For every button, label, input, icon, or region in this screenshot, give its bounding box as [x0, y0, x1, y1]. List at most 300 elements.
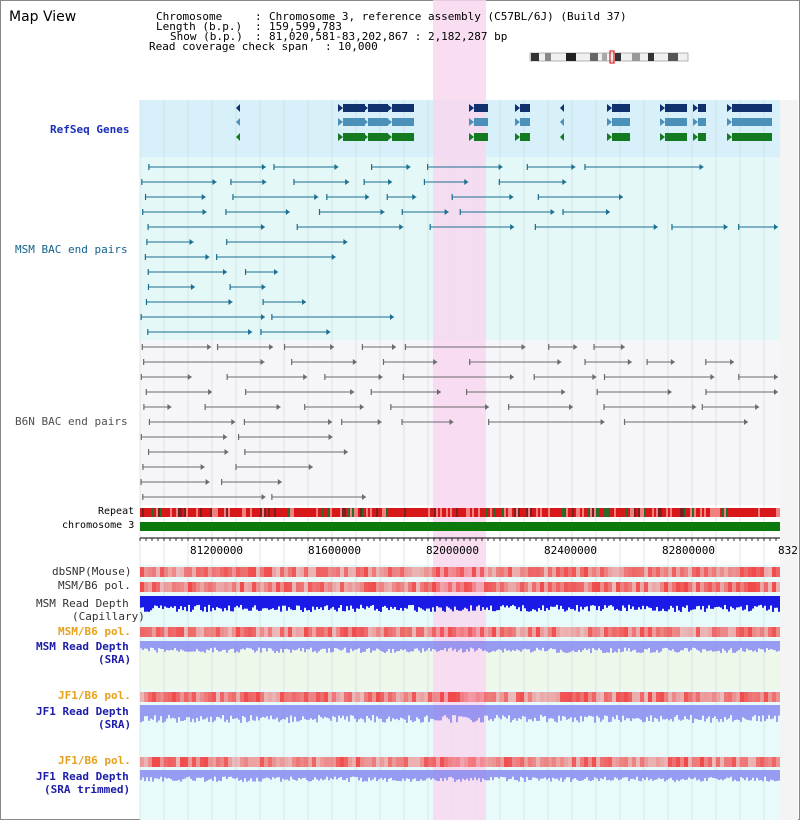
- depth-bar: [690, 705, 692, 715]
- depth-bar: [434, 596, 436, 612]
- track-label-msm-b6-pol-sra[interactable]: MSM/B6 pol.: [58, 625, 131, 638]
- track-label-jf1-depth-trimmed[interactable]: JF1 Read Depth: [36, 770, 129, 783]
- depth-bar: [378, 705, 380, 719]
- repeat-segment: [238, 508, 240, 517]
- gene-feature: [698, 104, 706, 112]
- depth-bar: [684, 705, 686, 716]
- depth-bar: [302, 641, 304, 648]
- depth-bar: [226, 641, 228, 653]
- axis-tick-label: 82000000: [426, 544, 479, 557]
- pol-cell: [624, 692, 628, 702]
- depth-bar: [656, 641, 658, 650]
- track-label-refseq[interactable]: RefSeq Genes: [50, 123, 130, 136]
- depth-bar: [600, 596, 602, 611]
- depth-bar: [166, 705, 168, 719]
- pol-cell: [368, 757, 372, 767]
- chromosome-sep: :: [255, 10, 262, 23]
- pol-cell: [388, 692, 392, 702]
- depth-bar: [414, 770, 416, 778]
- pol-cell: [504, 567, 508, 577]
- pol-cell: [612, 627, 616, 637]
- gene-feature: [343, 104, 365, 112]
- pol-cell: [764, 627, 768, 637]
- depth-bar: [572, 770, 574, 779]
- depth-bar: [264, 705, 266, 718]
- repeat-segment: [630, 508, 632, 517]
- depth-bar: [314, 641, 316, 651]
- depth-bar: [362, 596, 364, 608]
- depth-bar: [344, 641, 346, 648]
- depth-bar: [496, 596, 498, 610]
- depth-bar: [366, 641, 368, 649]
- repeat-segment: [478, 508, 480, 517]
- pol-cell: [312, 567, 316, 577]
- pol-cell: [592, 627, 596, 637]
- repeat-segment: [582, 508, 584, 517]
- pol-cell: [280, 692, 284, 702]
- pol-cell: [324, 627, 328, 637]
- depth-bar: [584, 596, 586, 607]
- depth-bar: [556, 596, 558, 605]
- pol-cell: [420, 692, 424, 702]
- depth-bar: [284, 770, 286, 780]
- depth-bar: [758, 770, 760, 780]
- depth-bar: [714, 641, 716, 651]
- depth-bar: [520, 705, 522, 719]
- depth-bar: [198, 705, 200, 721]
- track-label-jf1-b6-pol[interactable]: JF1/B6 pol.: [58, 689, 131, 702]
- depth-bar: [694, 705, 696, 719]
- depth-bar: [462, 705, 464, 717]
- repeat-segment: [142, 508, 144, 517]
- pol-cell: [352, 627, 356, 637]
- depth-bar: [538, 770, 540, 780]
- pol-cell: [384, 627, 388, 637]
- repeat-segment: [612, 508, 614, 517]
- repeat-segment: [214, 508, 216, 517]
- gene-feature: [474, 133, 488, 141]
- depth-bar: [196, 705, 198, 718]
- depth-bar: [638, 705, 640, 719]
- depth-bar: [360, 641, 362, 653]
- depth-bar: [666, 596, 668, 611]
- depth-bar: [738, 641, 740, 650]
- depth-bar: [464, 770, 466, 780]
- pol-cell: [520, 627, 524, 637]
- pol-cell: [400, 757, 404, 767]
- pol-cell: [204, 567, 208, 577]
- pol-cell: [492, 567, 496, 577]
- chromosome-ideogram: [530, 51, 688, 63]
- gene-feature: [732, 104, 772, 112]
- repeat-segment: [302, 508, 304, 517]
- depth-bar: [538, 596, 540, 608]
- depth-bar: [554, 641, 556, 649]
- depth-bar: [498, 596, 500, 610]
- pol-cell: [728, 567, 732, 577]
- pol-cell: [512, 627, 516, 637]
- repeat-segment: [396, 508, 398, 517]
- depth-bar: [346, 641, 348, 653]
- depth-bar: [556, 705, 558, 722]
- depth-bar: [286, 705, 288, 717]
- pol-cell: [164, 567, 168, 577]
- depth-bar: [626, 641, 628, 651]
- depth-bar: [494, 596, 496, 611]
- depth-bar: [322, 770, 324, 780]
- pol-cell: [480, 582, 484, 592]
- depth-bar: [698, 770, 700, 779]
- pol-cell: [248, 627, 252, 637]
- track-label-dbsnp[interactable]: dbSNP(Mouse): [52, 565, 132, 578]
- depth-bar: [168, 770, 170, 778]
- pol-cell: [288, 757, 292, 767]
- pol-cell: [452, 567, 456, 577]
- depth-bar: [508, 596, 510, 608]
- depth-bar: [168, 641, 170, 650]
- pol-cell: [580, 582, 584, 592]
- depth-bar: [352, 596, 354, 609]
- depth-bar: [204, 596, 206, 607]
- pol-cell: [488, 757, 492, 767]
- repeat-segment: [684, 508, 686, 517]
- repeat-segment: [636, 508, 638, 517]
- depth-bar: [474, 641, 476, 652]
- depth-bar: [528, 705, 530, 719]
- pol-cell: [724, 627, 728, 637]
- depth-bar: [572, 705, 574, 722]
- repeat-segment: [432, 508, 434, 517]
- pol-cell: [564, 567, 568, 577]
- repeat-segment: [648, 508, 650, 517]
- depth-bar: [768, 641, 770, 650]
- pol-cell: [400, 692, 404, 702]
- depth-bar: [232, 770, 234, 778]
- pol-cell: [364, 582, 368, 592]
- pol-cell: [384, 582, 388, 592]
- depth-bar: [646, 641, 648, 649]
- track-label-jf1-depth-sra[interactable]: JF1 Read Depth: [36, 705, 129, 718]
- repeat-segment: [380, 508, 382, 517]
- depth-bar: [408, 705, 410, 715]
- depth-bar: [618, 641, 620, 649]
- depth-bar: [346, 596, 348, 606]
- repeat-segment: [532, 508, 534, 517]
- pol-cell: [588, 567, 592, 577]
- repeat-segment: [264, 508, 266, 517]
- repeat-segment: [498, 508, 500, 517]
- depth-bar: [746, 705, 748, 720]
- pol-cell: [552, 567, 556, 577]
- depth-bar: [506, 705, 508, 719]
- depth-bar: [218, 596, 220, 608]
- pol-cell: [548, 757, 552, 767]
- repeat-segment: [666, 508, 668, 517]
- depth-bar: [484, 705, 486, 716]
- pol-cell: [724, 582, 728, 592]
- repeat-segment: [384, 508, 386, 517]
- depth-bar: [770, 705, 772, 719]
- pol-cell: [524, 627, 528, 637]
- repeat-segment: [348, 508, 350, 517]
- repeat-segment: [596, 508, 598, 517]
- depth-bar: [382, 641, 384, 652]
- depth-bar: [486, 705, 488, 716]
- repeat-segment: [412, 508, 414, 517]
- repeat-segment: [304, 508, 306, 517]
- repeat-segment: [334, 508, 336, 517]
- repeat-segment: [686, 508, 688, 517]
- depth-bar: [694, 770, 696, 778]
- pol-cell: [676, 582, 680, 592]
- depth-bar: [382, 770, 384, 780]
- depth-bar: [366, 596, 368, 606]
- depth-bar: [658, 770, 660, 778]
- depth-bar: [684, 770, 686, 780]
- depth-bar: [162, 705, 164, 723]
- repeat-segment: [616, 508, 618, 517]
- repeat-segment: [158, 508, 160, 517]
- depth-bar: [730, 596, 732, 607]
- pol-cell: [432, 692, 436, 702]
- pol-cell: [516, 567, 520, 577]
- pol-cell: [584, 692, 588, 702]
- pol-cell: [596, 582, 600, 592]
- repeat-segment: [428, 508, 430, 517]
- pol-cell: [720, 582, 724, 592]
- pol-cell: [192, 692, 196, 702]
- gene-feature: [520, 118, 530, 126]
- pol-cell: [588, 582, 592, 592]
- repeat-segment: [300, 508, 302, 517]
- depth-bar: [192, 641, 194, 652]
- depth-bar: [766, 705, 768, 719]
- pol-cell: [744, 567, 748, 577]
- repeat-segment: [536, 508, 538, 517]
- depth-bar: [610, 705, 612, 722]
- pol-cell: [228, 627, 232, 637]
- depth-bar: [466, 596, 468, 609]
- depth-bar: [292, 596, 294, 610]
- repeat-segment: [550, 508, 552, 517]
- pol-cell: [524, 567, 528, 577]
- depth-bar: [650, 770, 652, 779]
- depth-bar: [564, 705, 566, 717]
- repeat-segment: [466, 508, 468, 517]
- depth-bar: [578, 770, 580, 781]
- repeat-segment: [748, 508, 750, 517]
- depth-bar: [564, 596, 566, 612]
- repeat-segment: [444, 508, 446, 517]
- pol-cell: [568, 582, 572, 592]
- depth-bar: [190, 705, 192, 722]
- depth-bar: [188, 596, 190, 605]
- track-label-msm-bac[interactable]: MSM BAC end pairs: [15, 243, 128, 256]
- depth-bar: [598, 596, 600, 606]
- pol-cell: [144, 627, 148, 637]
- depth-bar: [232, 641, 234, 649]
- depth-bar: [534, 705, 536, 718]
- pol-cell: [244, 692, 248, 702]
- length-key: Length (b.p.): [156, 20, 243, 33]
- repeat-segment: [718, 508, 720, 517]
- pol-cell: [552, 627, 556, 637]
- pol-cell: [468, 757, 472, 767]
- pol-cell: [416, 567, 420, 577]
- depth-bar: [602, 705, 604, 719]
- track-label-chromosome[interactable]: chromosome 3: [62, 520, 135, 531]
- depth-bar: [254, 641, 256, 652]
- pol-cell: [528, 567, 532, 577]
- repeat-segment: [228, 508, 230, 517]
- depth-bar: [656, 705, 658, 719]
- pol-cell: [412, 757, 416, 767]
- depth-bar: [328, 770, 330, 780]
- depth-bar: [738, 596, 740, 607]
- depth-bar: [604, 770, 606, 777]
- depth-bar: [238, 641, 240, 652]
- depth-bar: [508, 641, 510, 650]
- depth-bar: [636, 705, 638, 718]
- depth-bar: [304, 705, 306, 719]
- depth-bar: [414, 705, 416, 721]
- depth-bar: [460, 705, 462, 716]
- depth-bar: [252, 770, 254, 781]
- pol-cell: [460, 692, 464, 702]
- depth-bar: [702, 641, 704, 649]
- repeat-segment: [150, 508, 152, 517]
- depth-bar: [300, 641, 302, 651]
- depth-bar: [180, 641, 182, 649]
- depth-bar: [526, 705, 528, 722]
- pol-cell: [636, 692, 640, 702]
- pol-cell: [684, 692, 688, 702]
- repeat-segment: [426, 508, 428, 517]
- pol-cell: [384, 757, 388, 767]
- pol-cell: [268, 692, 272, 702]
- depth-bar: [476, 770, 478, 780]
- pol-cell: [660, 627, 664, 637]
- depth-bar: [218, 770, 220, 781]
- repeat-segment: [738, 508, 740, 517]
- pol-cell: [144, 567, 148, 577]
- repeat-segment: [632, 508, 634, 517]
- pol-cell: [564, 757, 568, 767]
- repeat-segment: [438, 508, 440, 517]
- depth-bar: [542, 641, 544, 648]
- depth-bar: [380, 596, 382, 612]
- depth-bar: [580, 770, 582, 781]
- pol-cell: [748, 567, 752, 577]
- track-label-jf1-b6-pol-trimmed[interactable]: JF1/B6 pol.: [58, 754, 131, 767]
- depth-bar: [322, 641, 324, 649]
- track-label-b6n-bac[interactable]: B6N BAC end pairs: [15, 415, 128, 428]
- pol-cell: [348, 692, 352, 702]
- repeat-segment: [580, 508, 582, 517]
- pol-cell: [432, 567, 436, 577]
- depth-bar: [324, 596, 326, 606]
- repeat-segment: [160, 508, 162, 517]
- pol-cell: [768, 567, 772, 577]
- pol-cell: [748, 627, 752, 637]
- pol-cell: [424, 567, 428, 577]
- pol-cell: [608, 757, 612, 767]
- depth-bar: [348, 641, 350, 653]
- pol-cell: [356, 692, 360, 702]
- depth-bar: [480, 641, 482, 649]
- depth-bar: [356, 705, 358, 722]
- depth-bar: [258, 770, 260, 781]
- pol-cell: [736, 627, 740, 637]
- depth-bar: [162, 641, 164, 649]
- pol-cell: [420, 567, 424, 577]
- repeat-segment: [724, 508, 726, 517]
- repeat-segment: [324, 508, 326, 517]
- pol-cell: [452, 692, 456, 702]
- depth-bar: [576, 770, 578, 780]
- depth-bar: [720, 641, 722, 653]
- depth-bar: [504, 596, 506, 607]
- pol-cell: [352, 582, 356, 592]
- depth-bar: [634, 770, 636, 780]
- depth-bar: [302, 705, 304, 716]
- depth-bar: [152, 596, 154, 608]
- depth-bar: [352, 705, 354, 716]
- repeat-segment: [734, 508, 736, 517]
- pol-cell: [464, 582, 468, 592]
- depth-bar: [234, 596, 236, 607]
- depth-bar: [198, 770, 200, 778]
- pol-cell: [756, 757, 760, 767]
- track-label-msm-depth-sra[interactable]: MSM Read Depth: [36, 640, 129, 653]
- ideogram-band: [648, 53, 654, 61]
- track-label-msm-depth-capillary[interactable]: MSM Read Depth: [36, 597, 129, 610]
- pol-cell: [680, 627, 684, 637]
- depth-bar: [424, 705, 426, 717]
- depth-bar: [368, 641, 370, 648]
- pol-cell: [536, 692, 540, 702]
- repeat-segment: [610, 508, 612, 517]
- depth-bar: [408, 596, 410, 605]
- depth-bar: [600, 641, 602, 650]
- depth-bar: [776, 596, 778, 608]
- pol-cell: [764, 567, 768, 577]
- repeat-segment: [434, 508, 436, 517]
- track-label-msm-b6-pol[interactable]: MSM/B6 pol.: [58, 579, 131, 592]
- pol-cell: [236, 757, 240, 767]
- pol-cell: [288, 582, 292, 592]
- pol-cell: [568, 692, 572, 702]
- pol-cell: [584, 567, 588, 577]
- depth-bar: [280, 641, 282, 649]
- depth-bar: [148, 641, 150, 651]
- ideogram-band: [545, 53, 551, 61]
- pol-cell: [676, 757, 680, 767]
- pol-cell: [200, 627, 204, 637]
- repeat-segment: [770, 508, 772, 517]
- depth-bar: [268, 641, 270, 648]
- depth-bar: [340, 596, 342, 605]
- pol-cell: [596, 567, 600, 577]
- depth-bar: [320, 705, 322, 717]
- depth-bar: [724, 641, 726, 651]
- depth-bar: [588, 596, 590, 611]
- depth-bar: [634, 641, 636, 650]
- track-label-repeat[interactable]: Repeat: [98, 506, 135, 517]
- pol-cell: [468, 692, 472, 702]
- pol-cell: [640, 757, 644, 767]
- pol-cell: [516, 582, 520, 592]
